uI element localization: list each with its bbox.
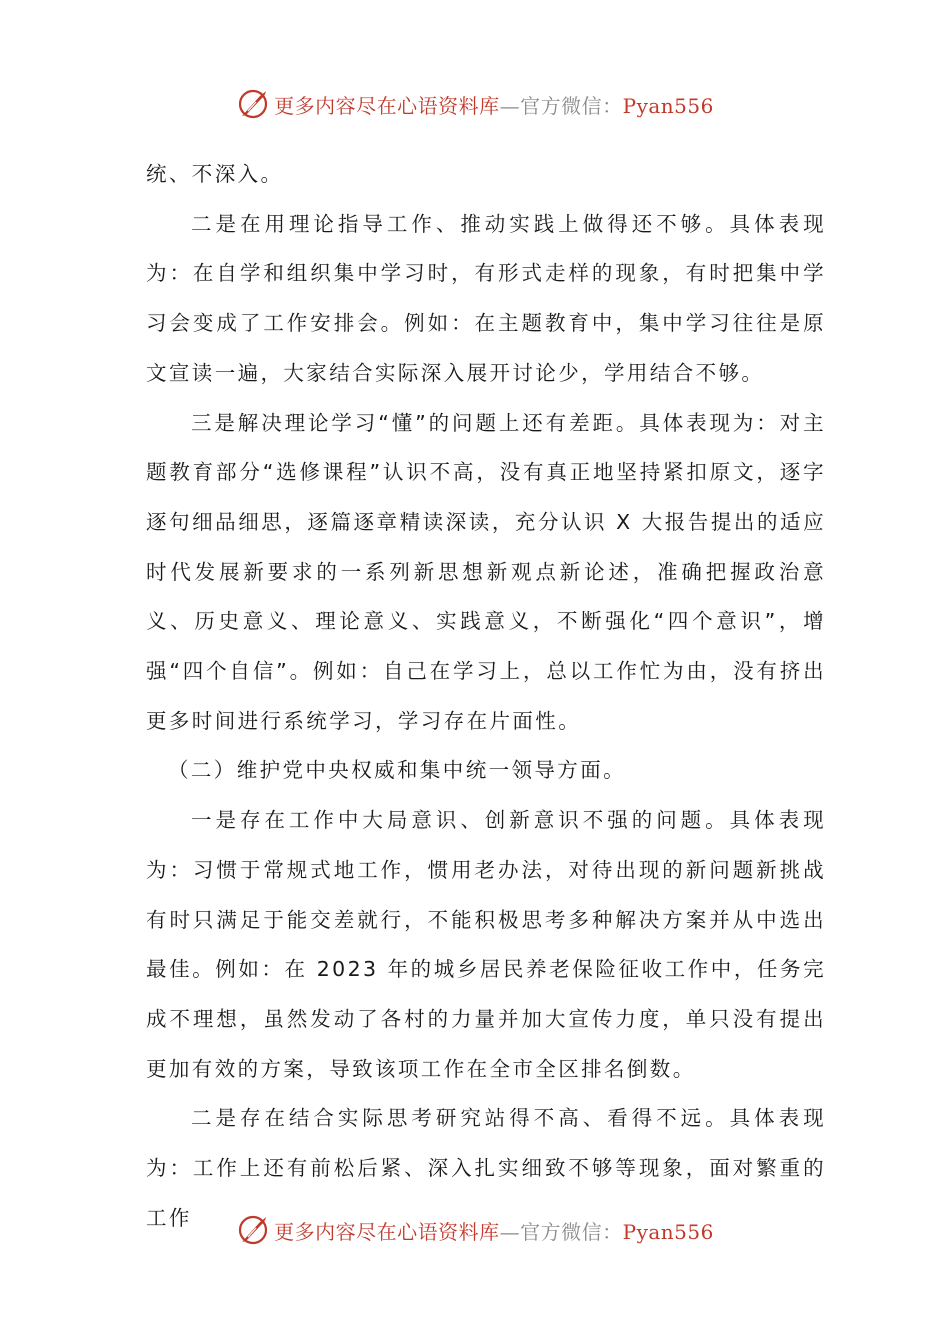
paragraph-section-point-one: 一是存在工作中大局意识、创新意识不强的问题。具体表现为：习惯于常规式地工作，惯用老办法，对待出现的新问题新挑战有时只满足于能交差就行，不能积极思考多种解决方案并从中选出最佳。例如：在 2023 年的城乡居民养老保险征收工作中，任务完成不理想，虽然发动了各村的力量并加大宣传力度，单只没有提出更加有效的方案，导致该项工作在全市全区排名倒数。 [146, 808, 826, 1081]
banner-separator: — [499, 1219, 521, 1244]
paragraph-continuation: 统、不深入。 [146, 162, 284, 186]
header-watermark-banner [0, 84, 950, 124]
banner-text [274, 1216, 714, 1245]
banner-wechat-id: Pyan556 [622, 1219, 714, 1244]
section-heading: （二）维护党中央权威和集中统一领导方面。 [168, 758, 626, 783]
banner-wechat-id: Pyan556 [622, 93, 714, 118]
quill-logo-icon [236, 1213, 270, 1247]
banner-brand: 更多内容尽在心语资料库 [274, 1219, 500, 1244]
paragraph-point-three: 三是解决理论学习“懂”的问题上还有差距。具体表现为：对主题教育部分“选修课程”认识不高，没有真正地坚持紧扣原文，逐字逐句细品细思，逐篇逐章精读深读，充分认识 X 大报告提出的适应时代发展新要求的一系列新思想新观点新论述，准确把握政治意义、历史意义、理论意义、实践意义，不断强化“四个意识”，增强“四个自信”。例如：自己在学习上，总以工作忙为由，没有挤出更多时间进行系统学习，学习存在片面性。 [146, 410, 826, 733]
document-body [146, 150, 826, 1243]
paragraph-point-two: 二是在用理论指导工作、推动实践上做得还不够。具体表现为：在自学和组织集中学习时，有形式走样的现象，有时把集中学习会变成了工作安排会。例如：在主题教育中，集中学习往往是原文宣读一遍，大家结合实际深入展开讨论少，学用结合不够。 [146, 211, 826, 385]
banner-brand: 更多内容尽在心语资料库 [274, 93, 500, 118]
banner-official-label: 官方微信： [520, 93, 623, 118]
quill-logo-icon [236, 87, 270, 121]
footer-watermark-banner [0, 1210, 950, 1250]
banner-separator: — [499, 93, 521, 118]
banner-official-label: 官方微信： [520, 1219, 623, 1244]
paragraph-section-point-two: 二是存在结合实际思考研究站得不高、看得不远。具体表现为：工作上还有前松后紧、深入扎实细致不够等现象，面对繁重的工作 [146, 1106, 826, 1230]
banner-text [274, 90, 714, 119]
